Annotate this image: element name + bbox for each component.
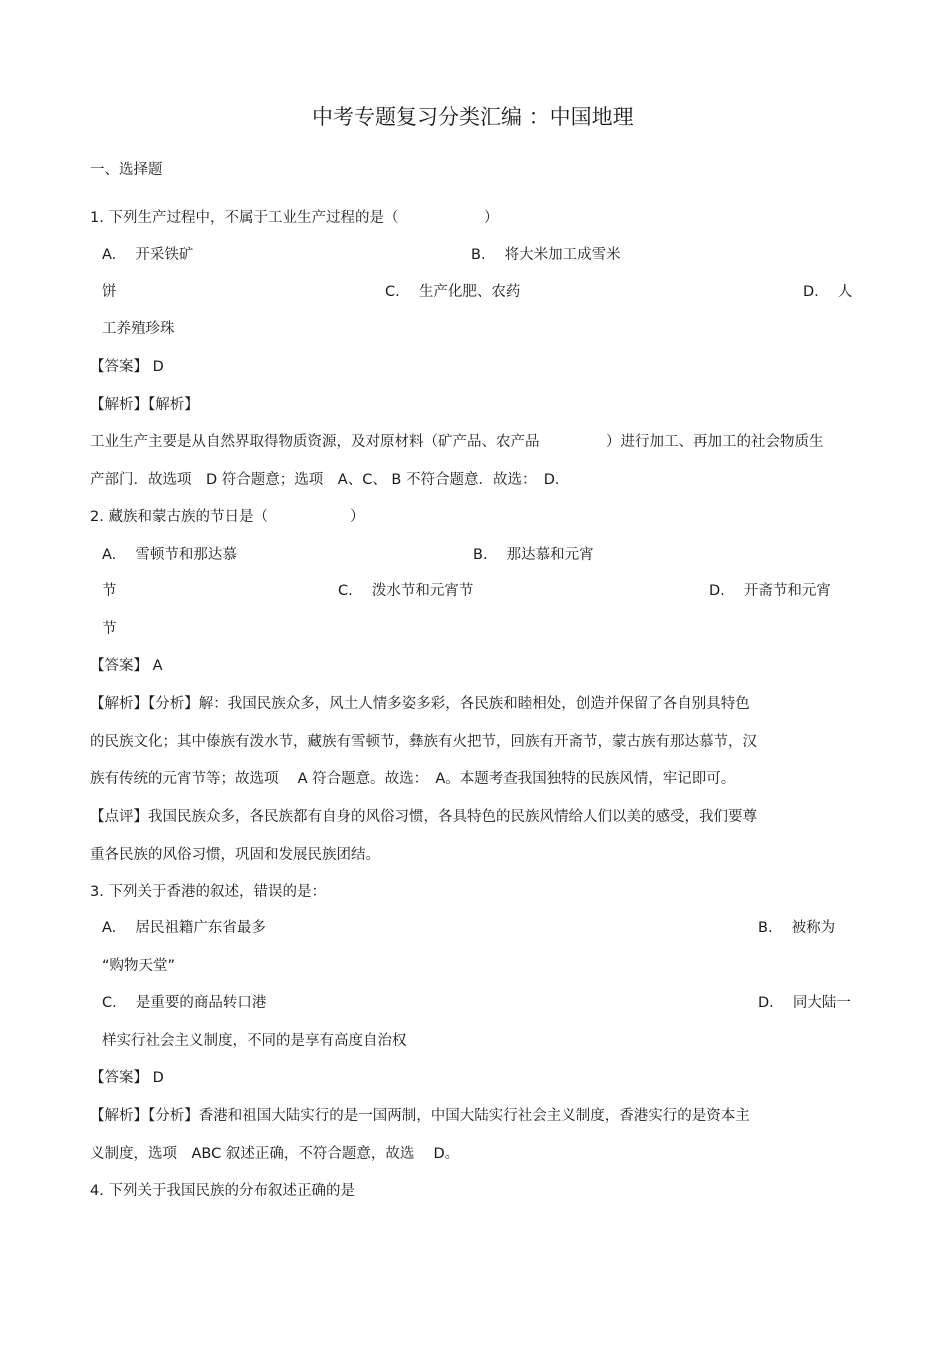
option-b-continued: 节 [102,583,117,599]
analysis-text: 工业生产主要是从自然界取得物质资源，及对原材料（矿产品、农产品 [90,434,540,450]
option-a: A. 居民祖籍广东省最多 [102,920,266,936]
analysis-text: 【解析】【分析】解：我国民族众多，风土人情多姿多彩，各民族和睦相处，创造并保留了各自别具特色 [90,696,750,712]
question-stem: 2. 藏族和蒙古族的节日是（ [90,509,268,525]
answer: 【答案】 D [90,359,164,375]
analysis-text: 义制度，选项 ABC 叙述正确，不符合题意，故选 D。 [90,1146,460,1162]
option-d: D. 同大陆一 [758,995,851,1011]
option-d: D. 人 [803,284,853,300]
answer: 【答案】 A [90,658,163,674]
option-c: C. 生产化肥、农药 [385,284,521,300]
question-stem: 4. 下列关于我国民族的分布叙述正确的是 [90,1183,355,1199]
option-c: C. 是重要的商品转口港 [102,995,267,1011]
section-heading: 一、选择题 [90,162,163,178]
option-d: D. 开斋节和元宵 [709,583,831,599]
question-stem: 1. 下列生产过程中，不属于工业生产过程的是（ [90,210,399,226]
page-title: 中考专题复习分类汇编 ：中国地理 [312,105,634,129]
comment-text: 重各民族的风俗习惯，巩固和发展民族团结。 [90,847,380,863]
option-d-continued: 样实行社会主义制度，不同的是享有高度自治权 [102,1033,407,1049]
analysis-text: ）进行加工、再加工的社会物质生 [606,434,824,450]
option-b: B. 被称为 [758,920,836,936]
option-b: B. 那达慕和元宵 [473,547,594,563]
option-a: A. 开采铁矿 [102,247,194,263]
option-d-continued: 节 [102,621,117,637]
question-stem: 3. 下列关于香港的叙述，错误的是： [90,884,326,900]
analysis-text: 产部门．故选项 D 符合题意；选项 A、C、 B 不符合题意．故选： D． [90,472,570,488]
option-c: C. 泼水节和元宵节 [338,583,474,599]
question-stem-close: ） [350,509,365,525]
analysis-text: 族有传统的元宵节等；故选项 A 符合题意。故选： A。本题考查我国独特的民族风情，牢记即可。 [90,771,736,787]
answer: 【答案】 D [90,1070,164,1086]
analysis-text: 的民族文化；其中傣族有泼水节，藏族有雪顿节，彝族有火把节，回族有开斋节，蒙古族有那达慕节，汉 [90,734,757,750]
analysis-text: 【解析】【分析】香港和祖国大陆实行的是一国两制，中国大陆实行社会主义制度，香港实行的是资本主 [90,1108,750,1124]
option-a: A. 雪顿节和那达慕 [102,547,237,563]
analysis-heading: 【解析】【解析】 [90,397,199,413]
question-stem-close: ） [484,210,499,226]
option-b: B. 将大米加工成雪米 [471,247,621,263]
option-b-continued: “购物天堂” [102,958,176,974]
option-b-continued: 饼 [102,284,117,300]
option-d-continued: 工养殖珍珠 [102,321,175,337]
comment-text: 【点评】我国民族众多，各民族都有自身的风俗习惯，各具特色的民族风情给人们以美的感受，我们要尊 [90,809,757,825]
